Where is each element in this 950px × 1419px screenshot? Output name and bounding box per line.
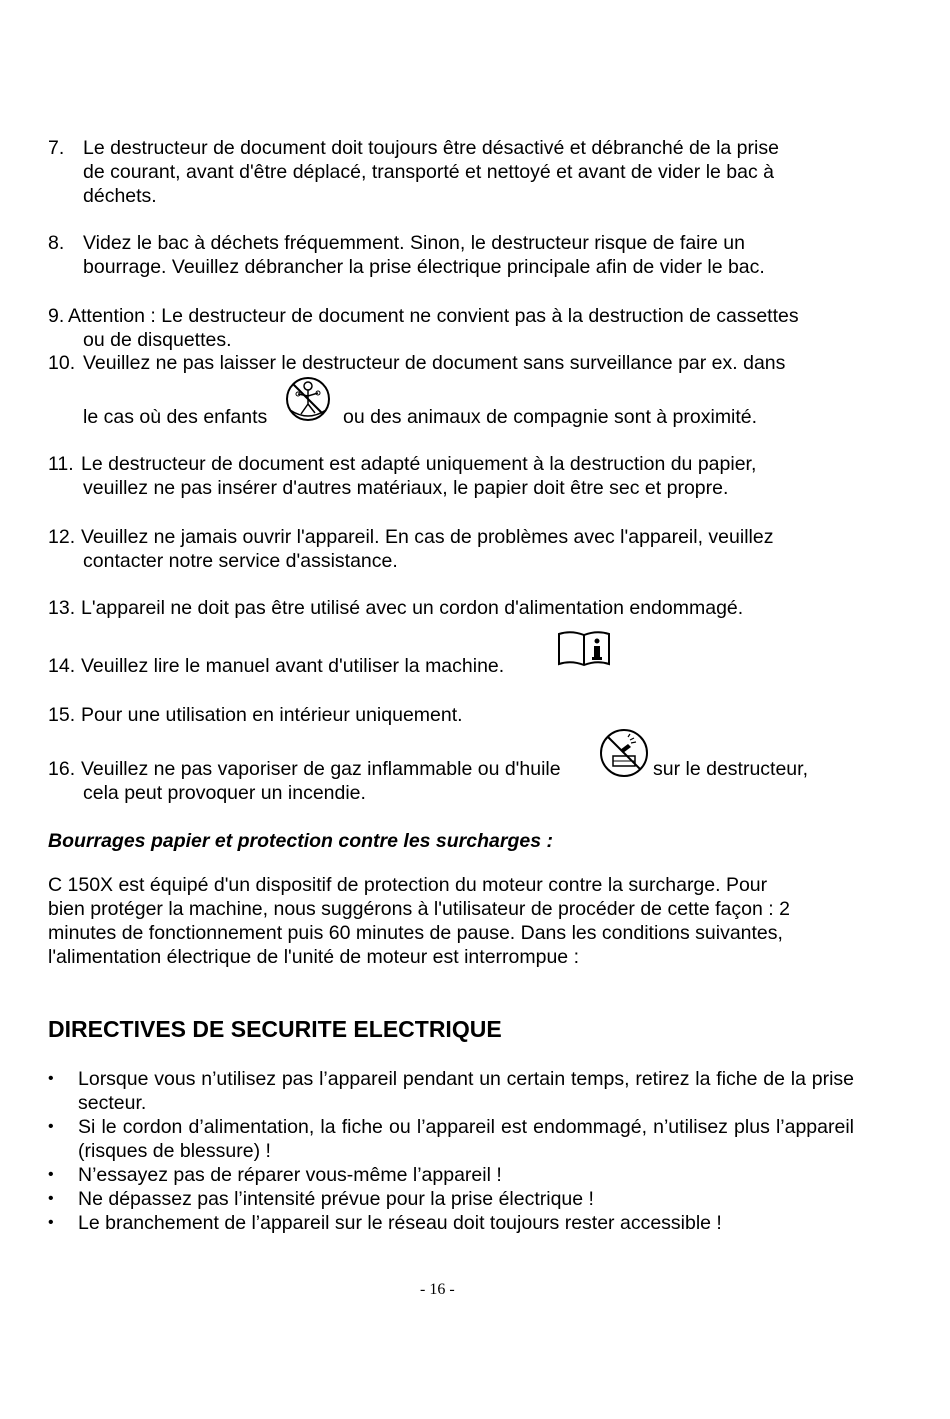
item-12-line-1: Veuillez ne jamais ouvrir l'appareil. En cas de problèmes avec l'appareil, veuillez [81,526,774,548]
item-12-line-2: contacter notre service d'assistance. [83,550,398,572]
overload-title: Bourrages papier et protection contre les surcharges : [48,830,553,852]
bullet-4-marker: • [48,1190,54,1207]
no-spray-icon [598,728,650,780]
bullet-2-marker: • [48,1118,54,1135]
item-9-line-1: Attention : Le destructeur de document ne convient pas à la destruction de cassettes [68,305,799,327]
item-15-line-1: Pour une utilisation en intérieur uniquement. [81,704,463,726]
bullet-5-marker: • [48,1214,54,1231]
electric-heading: DIRECTIVES DE SECURITE ELECTRIQUE [48,1016,502,1042]
item-16-line-2: cela peut provoquer un incendie. [83,782,366,804]
item-11-line-1: Le destructeur de document est adapté uniquement à la destruction du papier, [81,453,757,475]
item-8-number: 8. [48,232,65,254]
read-manual-icon [556,628,612,668]
item-7-line-2: de courant, avant d'être déplacé, transporté et nettoyé et avant de vider le bac à [83,161,775,183]
item-11-line-2: veuillez ne pas insérer d'autres matériaux, le papier doit être sec et propre. [83,477,729,499]
overload-line-2: bien protéger la machine, nous suggérons à l'utilisateur de procéder de cette façon : 2 [48,898,790,920]
bullet-2-text: Si le cordon d’alimentation, la fiche ou l’appareil est endommagé, n’utilisez plus l’appareil (risques de blessure) ! [78,1116,854,1162]
item-10-line-2b: ou des animaux de compagnie sont à proximité. [343,406,758,428]
bullet-3-text: N’essayez pas de réparer vous-même l’appareil ! [78,1164,502,1186]
item-8-line-1: Videz le bac à déchets fréquemment. Sinon, le destructeur risque de faire un [83,232,745,254]
item-7-line-1: Le destructeur de document doit toujours être désactivé et débranché de la prise [83,137,779,159]
item-9-line-2: ou de disquettes. [83,329,232,351]
item-8-line-2: bourrage. Veuillez débrancher la prise électrique principale afin de vider le bac. [83,256,765,278]
overload-line-1: C 150X est équipé d'un dispositif de protection du moteur contre la surcharge. Pour [48,874,768,896]
item-10-line-2a: le cas où des enfants [83,406,268,428]
item-13-line-1: L'appareil ne doit pas être utilisé avec un cordon d'alimentation endommagé. [81,597,744,619]
bullet-5-text: Le branchement de l’appareil sur le réseau doit toujours rester accessible ! [78,1212,722,1234]
no-children-icon [284,376,332,424]
item-7-line-3: déchets. [83,185,157,207]
item-13-number: 13. [48,597,76,619]
item-14-line-1: Veuillez lire le manuel avant d'utiliser la machine. [81,655,505,677]
item-10-line-1: Veuillez ne pas laisser le destructeur de document sans surveillance par ex. dans [83,352,786,374]
item-16-line-1a: Veuillez ne pas vaporiser de gaz inflammable ou d'huile [81,758,561,780]
item-10-number: 10. [48,352,76,374]
item-16-line-1b: sur le destructeur, [653,758,808,780]
item-14-number: 14. [48,655,76,677]
overload-line-4: l'alimentation électrique de l'unité de moteur est interrompue : [48,946,579,968]
item-16-number: 16. [48,758,76,780]
bullet-3-marker: • [48,1166,54,1183]
bullet-1-marker: • [48,1070,54,1087]
page-number: - 16 - [420,1281,455,1298]
bullet-1-text: Lorsque vous n’utilisez pas l’appareil pendant un certain temps, retirez la fiche de la prise secteur. [78,1068,854,1114]
item-11-number: 11. [48,453,74,475]
overload-line-3: minutes de fonctionnement puis 60 minutes de pause. Dans les conditions suivantes, [48,922,783,944]
item-12-number: 12. [48,526,76,548]
item-7-number: 7. [48,137,65,159]
bullet-4-text: Ne dépassez pas l’intensité prévue pour la prise électrique ! [78,1188,594,1210]
item-9-number: 9. [48,305,65,327]
item-15-number: 15. [48,704,76,726]
